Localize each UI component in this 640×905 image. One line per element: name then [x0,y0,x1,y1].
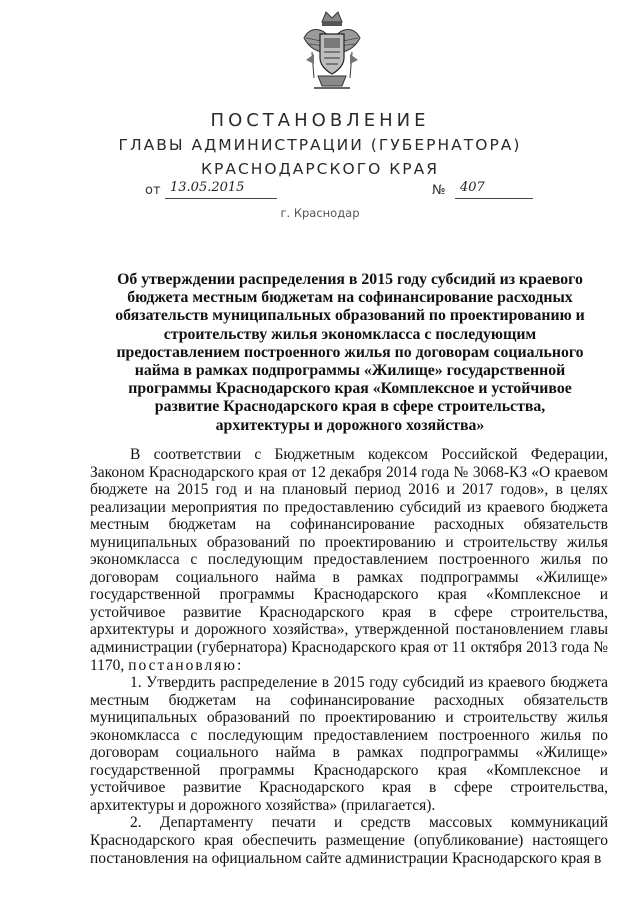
paragraph-item-1: 1. Утвердить распределение в 2015 году субсидий из краевого бюджета местным бюджетам на софинансирование расходных обязательств муниципальных образований по проектированию и строительству жилья экономкласса с последующим предоставлением построенного жилья по договорам социального найма в рамках подпрограммы «Жилище» государственной программы Краснодарского края «Комплексное и устойчивое развитие Краснодарского края в сфере строительства, архитектуры и дорожного хозяйства» (прилагается). [90,674,608,814]
city-label: г. Краснодар [280,206,360,220]
number-prefix-label: № [432,183,446,198]
paragraph-preamble [90,446,608,674]
document-body [90,446,608,867]
preamble-text: В соответствии с Бюджетным кодексом Российской Федерации, Законом Краснодарского края от 12 декабря 2014 года № 3068-КЗ «О краевом бюджете на 2015 год и на плановый период 2016 и 2017 годов», в целях реализации мероприятия по предоставлению субсидий из краевого бюджета местным бюджетам на софинансирование расходных обязательств муниципальных образований по проектированию и строительству жилья экономкласса с последующим предоставлением построенного жилья по договорам социального найма в рамках подпрограммы «Жилище» государственной программы Краснодарского края «Комплексное и устойчивое развитие Краснодарского края в сфере строительства, архитектуры и дорожного хозяйства», утвержденной постановлением главы администрации (губернатора) Краснодарского края от 11 октября 2013 года № 1170, [90,446,608,674]
number-value: 407 [460,180,485,195]
date-underline [165,198,277,199]
date-value: 13.05.2015 [170,180,245,195]
issuer-heading: ГЛАВЫ АДМИНИСТРАЦИИ (ГУБЕРНАТОРА) [118,136,522,154]
paragraph-item-2: 2. Департаменту печати и средств массовых коммуникаций Краснодарского края обеспечить размещение (опубликование) настоящего постановления на официальном сайте администрации Краснодарского края в [90,814,608,867]
date-prefix-label: от [145,183,161,198]
document-title: Об утверждении распределения в 2015 году субсидий из краевого бюджета местным бюджетам на софинансирование расходных обязательств муниципальных образований по проектированию и строительству жилья экономкласса с последующим предоставлением построенного жилья по договорам социального найма в рамках подпрограммы «Жилище» государственной программы Краснодарского края «Комплексное и устойчивое развитие Краснодарского края в сфере строительства, архитектуры и дорожного хозяйства» [115,271,585,434]
number-underline [455,198,533,199]
coat-of-arms-icon [300,8,364,92]
resolution-word: постановляю: [128,656,244,674]
document-type-heading: ПОСТАНОВЛЕНИЕ [210,110,430,131]
region-heading: КРАСНОДАРСКОГО КРАЯ [200,160,440,178]
